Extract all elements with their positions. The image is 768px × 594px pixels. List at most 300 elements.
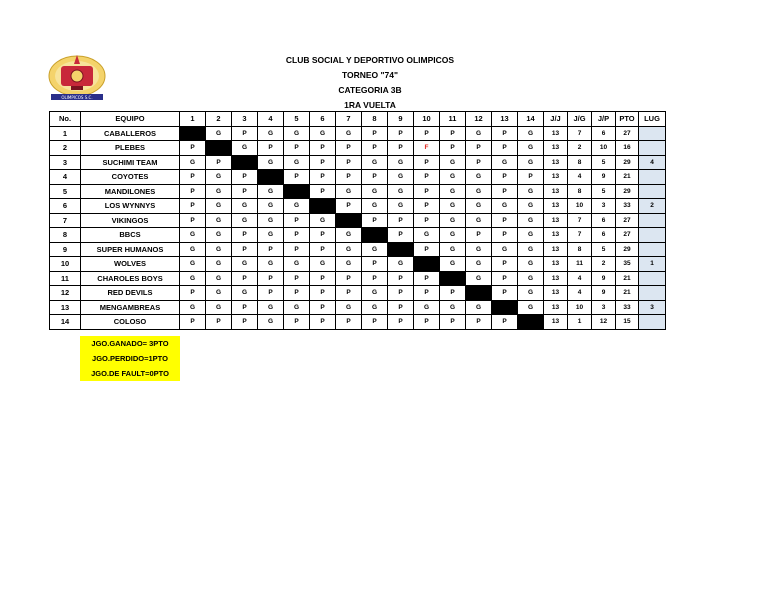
result-cell: P [310, 228, 336, 243]
result-cell: G [466, 170, 492, 185]
result-cell: P [310, 315, 336, 330]
result-cell: G [518, 155, 544, 170]
result-cell: P [388, 286, 414, 301]
legend-default: JGO.DE FAULT=0PTO [91, 369, 169, 378]
games-lost: 3 [592, 199, 616, 214]
result-cell: P [414, 126, 440, 141]
self-match-cell [492, 300, 518, 315]
result-cell: G [492, 242, 518, 257]
result-cell: G [336, 126, 362, 141]
result-cell: G [388, 199, 414, 214]
result-cell: G [206, 257, 232, 272]
result-cell: G [258, 126, 284, 141]
col-jp: J/P [592, 112, 616, 127]
result-cell: P [258, 141, 284, 156]
result-cell: G [440, 228, 466, 243]
result-cell: G [180, 271, 206, 286]
result-cell: G [206, 184, 232, 199]
result-cell: P [414, 170, 440, 185]
games-played: 13 [544, 242, 568, 257]
points: 16 [616, 141, 639, 156]
result-cell: P [232, 170, 258, 185]
col-round-14: 14 [518, 112, 544, 127]
result-cell: P [388, 271, 414, 286]
games-lost: 12 [592, 315, 616, 330]
result-cell: P [362, 126, 388, 141]
result-cell: P [284, 213, 310, 228]
result-cell: P [362, 257, 388, 272]
games-played: 13 [544, 286, 568, 301]
result-cell: P [310, 170, 336, 185]
self-match-cell [518, 315, 544, 330]
table-row [50, 257, 666, 272]
team-number: 14 [50, 315, 81, 330]
legend-lost: JGO.PERDIDO=1PTO [92, 354, 168, 363]
result-cell: G [258, 213, 284, 228]
place [639, 286, 666, 301]
place [639, 141, 666, 156]
table-row [50, 141, 666, 156]
result-cell: G [206, 271, 232, 286]
result-cell: G [518, 126, 544, 141]
team-number: 13 [50, 300, 81, 315]
club-logo [47, 52, 107, 102]
result-cell: P [414, 242, 440, 257]
result-cell: G [232, 199, 258, 214]
result-cell: G [440, 199, 466, 214]
result-cell: P [284, 286, 310, 301]
place [639, 315, 666, 330]
result-cell: P [284, 228, 310, 243]
place: 3 [639, 300, 666, 315]
self-match-cell [466, 286, 492, 301]
result-cell: G [518, 184, 544, 199]
table-row [50, 155, 666, 170]
team-name: CABALLEROS [81, 126, 180, 141]
place [639, 242, 666, 257]
result-cell: G [232, 257, 258, 272]
result-cell: G [440, 300, 466, 315]
result-cell: P [388, 315, 414, 330]
team-name: RED DEVILS [81, 286, 180, 301]
result-cell: P [492, 170, 518, 185]
standings-table [49, 111, 666, 330]
table-row [50, 184, 666, 199]
result-cell: G [466, 126, 492, 141]
col-round-13: 13 [492, 112, 518, 127]
result-cell: P [466, 141, 492, 156]
points: 27 [616, 126, 639, 141]
team-name: WOLVES [81, 257, 180, 272]
result-cell: P [258, 242, 284, 257]
points: 21 [616, 170, 639, 185]
result-cell: P [206, 155, 232, 170]
self-match-cell [232, 155, 258, 170]
category-title: CATEGORIA 3B [338, 85, 402, 95]
result-cell: G [258, 257, 284, 272]
result-cell: P [180, 199, 206, 214]
result-cell: G [258, 184, 284, 199]
result-cell: G [258, 300, 284, 315]
team-name: LOS WYNNYS [81, 199, 180, 214]
result-cell: P [310, 286, 336, 301]
result-cell: P [336, 155, 362, 170]
result-cell: G [180, 300, 206, 315]
games-won: 2 [568, 141, 592, 156]
result-cell: P [440, 286, 466, 301]
result-cell: P [362, 170, 388, 185]
result-cell: P [336, 271, 362, 286]
result-cell: G [440, 257, 466, 272]
games-played: 13 [544, 170, 568, 185]
place [639, 170, 666, 185]
result-cell: P [336, 199, 362, 214]
result-cell: P [336, 315, 362, 330]
self-match-cell [310, 199, 336, 214]
team-name: CHAROLES BOYS [81, 271, 180, 286]
result-cell: P [232, 242, 258, 257]
col-round-12: 12 [466, 112, 492, 127]
table-row [50, 300, 666, 315]
games-lost: 2 [592, 257, 616, 272]
result-cell: G [440, 242, 466, 257]
games-lost: 5 [592, 242, 616, 257]
result-cell: P [492, 228, 518, 243]
result-cell: P [388, 141, 414, 156]
col-round-4: 4 [258, 112, 284, 127]
result-cell: P [232, 228, 258, 243]
result-cell: P [492, 315, 518, 330]
result-cell: G [180, 242, 206, 257]
result-cell: P [414, 271, 440, 286]
games-won: 7 [568, 228, 592, 243]
result-cell: G [206, 126, 232, 141]
standings-body [50, 126, 666, 329]
games-won: 10 [568, 300, 592, 315]
self-match-cell [388, 242, 414, 257]
points: 27 [616, 213, 639, 228]
result-cell: P [440, 126, 466, 141]
result-cell: P [180, 184, 206, 199]
result-cell: G [206, 286, 232, 301]
col-round-11: 11 [440, 112, 466, 127]
result-cell: G [336, 242, 362, 257]
result-cell: G [492, 155, 518, 170]
team-number: 10 [50, 257, 81, 272]
col-round-1: 1 [180, 112, 206, 127]
result-cell: G [232, 213, 258, 228]
result-cell: G [258, 315, 284, 330]
result-cell: G [284, 300, 310, 315]
result-cell: G [518, 271, 544, 286]
col-pto: PTO [616, 112, 639, 127]
games-won: 7 [568, 126, 592, 141]
team-number: 11 [50, 271, 81, 286]
result-cell: P [284, 170, 310, 185]
result-cell: G [518, 141, 544, 156]
result-cell: P [466, 155, 492, 170]
result-cell: G [466, 271, 492, 286]
club-emblem-icon [47, 52, 107, 102]
table-row [50, 126, 666, 141]
result-cell: G [284, 155, 310, 170]
result-cell: P [492, 257, 518, 272]
result-cell: G [180, 155, 206, 170]
result-cell: P [388, 228, 414, 243]
team-number: 5 [50, 184, 81, 199]
place: 4 [639, 155, 666, 170]
tournament-title: TORNEO "74" [341, 70, 399, 80]
team-name: MENGAMBREAS [81, 300, 180, 315]
table-row [50, 228, 666, 243]
club-title: CLUB SOCIAL Y DEPORTIVO OLIMPICOS [285, 55, 455, 65]
result-cell: G [310, 257, 336, 272]
games-lost: 9 [592, 271, 616, 286]
result-cell: G [440, 213, 466, 228]
result-cell: G [466, 184, 492, 199]
result-cell: P [518, 170, 544, 185]
self-match-cell [284, 184, 310, 199]
result-cell: G [206, 170, 232, 185]
games-played: 13 [544, 228, 568, 243]
col-round-9: 9 [388, 112, 414, 127]
games-played: 13 [544, 126, 568, 141]
team-name: VIKINGOS [81, 213, 180, 228]
result-cell: G [440, 184, 466, 199]
col-no: No. [50, 112, 81, 127]
games-played: 13 [544, 213, 568, 228]
result-cell: P [492, 213, 518, 228]
result-cell: G [466, 300, 492, 315]
result-cell: G [518, 286, 544, 301]
games-lost: 6 [592, 228, 616, 243]
place [639, 228, 666, 243]
result-cell: P [310, 155, 336, 170]
result-cell: P [336, 286, 362, 301]
result-cell: P [180, 286, 206, 301]
result-cell: P [414, 213, 440, 228]
result-cell: G [258, 155, 284, 170]
result-cell: P [310, 271, 336, 286]
games-won: 10 [568, 199, 592, 214]
result-cell: G [180, 228, 206, 243]
games-won: 4 [568, 271, 592, 286]
points: 29 [616, 242, 639, 257]
result-cell: P [310, 300, 336, 315]
games-played: 13 [544, 155, 568, 170]
result-cell: G [466, 242, 492, 257]
col-jg: J/G [568, 112, 592, 127]
result-cell: G [414, 228, 440, 243]
result-cell: G [388, 155, 414, 170]
table-row [50, 286, 666, 301]
result-cell: P [232, 184, 258, 199]
self-match-cell [362, 228, 388, 243]
result-cell: G [466, 213, 492, 228]
col-lug: LUG [639, 112, 666, 127]
result-cell: P [232, 126, 258, 141]
self-match-cell [206, 141, 232, 156]
team-name: SUCHIMI TEAM [81, 155, 180, 170]
result-cell: G [388, 170, 414, 185]
games-lost: 9 [592, 170, 616, 185]
col-round-7: 7 [336, 112, 362, 127]
team-name: PLEBES [81, 141, 180, 156]
games-lost: 10 [592, 141, 616, 156]
result-cell: G [206, 300, 232, 315]
result-cell: G [518, 300, 544, 315]
points-legend [80, 336, 180, 381]
result-cell: P [232, 300, 258, 315]
result-cell: G [492, 199, 518, 214]
points: 29 [616, 184, 639, 199]
team-number: 9 [50, 242, 81, 257]
result-cell: G [362, 300, 388, 315]
result-cell: P [414, 199, 440, 214]
games-won: 1 [568, 315, 592, 330]
result-cell: P [414, 155, 440, 170]
result-cell: G [466, 199, 492, 214]
result-cell: P [232, 271, 258, 286]
col-equipo: EQUIPO [81, 112, 180, 127]
result-cell: P [232, 315, 258, 330]
col-round-5: 5 [284, 112, 310, 127]
col-round-6: 6 [310, 112, 336, 127]
result-cell: G [258, 199, 284, 214]
team-number: 8 [50, 228, 81, 243]
result-cell: P [388, 213, 414, 228]
table-row [50, 271, 666, 286]
result-cell: G [336, 257, 362, 272]
games-won: 4 [568, 170, 592, 185]
result-cell: G [206, 242, 232, 257]
points: 15 [616, 315, 639, 330]
result-cell: P [284, 141, 310, 156]
round-title: 1RA VUELTA [344, 100, 396, 110]
games-lost: 6 [592, 126, 616, 141]
table-row [50, 213, 666, 228]
col-jj: J/J [544, 112, 568, 127]
result-cell: G [362, 155, 388, 170]
result-cell: P [414, 184, 440, 199]
result-cell: G [362, 199, 388, 214]
result-cell: P [388, 126, 414, 141]
result-cell: G [362, 242, 388, 257]
points: 35 [616, 257, 639, 272]
result-cell: P [414, 315, 440, 330]
games-lost: 3 [592, 300, 616, 315]
self-match-cell [414, 257, 440, 272]
table-row [50, 242, 666, 257]
result-cell: P [180, 315, 206, 330]
points: 21 [616, 271, 639, 286]
games-played: 13 [544, 184, 568, 199]
col-round-3: 3 [232, 112, 258, 127]
result-cell: P [284, 315, 310, 330]
result-cell: P [336, 141, 362, 156]
result-cell: G [388, 257, 414, 272]
games-won: 4 [568, 286, 592, 301]
games-played: 13 [544, 141, 568, 156]
result-cell: P [310, 184, 336, 199]
result-cell: P [284, 271, 310, 286]
result-cell: P [310, 141, 336, 156]
result-cell: G [362, 184, 388, 199]
result-cell: G [206, 213, 232, 228]
team-name: COYOTES [81, 170, 180, 185]
logo-caption: OLIMPICOS S.C. [61, 95, 93, 100]
col-round-10: 10 [414, 112, 440, 127]
result-cell: G [232, 141, 258, 156]
points: 33 [616, 199, 639, 214]
result-cell: G [284, 257, 310, 272]
team-number: 12 [50, 286, 81, 301]
result-cell: P [206, 315, 232, 330]
team-name: COLOSO [81, 315, 180, 330]
games-played: 13 [544, 300, 568, 315]
result-cell: P [310, 242, 336, 257]
result-cell: G [206, 199, 232, 214]
games-won: 8 [568, 155, 592, 170]
result-cell: P [258, 271, 284, 286]
place [639, 271, 666, 286]
team-number: 1 [50, 126, 81, 141]
result-cell: G [388, 184, 414, 199]
result-cell: G [466, 257, 492, 272]
result-cell: P [362, 213, 388, 228]
result-cell: G [518, 257, 544, 272]
place [639, 184, 666, 199]
result-cell: P [388, 300, 414, 315]
result-cell: P [492, 184, 518, 199]
result-cell: G [284, 199, 310, 214]
result-cell: G [414, 300, 440, 315]
result-cell: P [336, 170, 362, 185]
result-cell: P [362, 315, 388, 330]
result-cell: G [518, 213, 544, 228]
points: 29 [616, 155, 639, 170]
place: 2 [639, 199, 666, 214]
self-match-cell [440, 271, 466, 286]
result-cell: G [518, 242, 544, 257]
table-row [50, 315, 666, 330]
team-number: 4 [50, 170, 81, 185]
result-cell: G [206, 228, 232, 243]
result-cell: P [466, 228, 492, 243]
games-lost: 6 [592, 213, 616, 228]
result-cell: P [362, 271, 388, 286]
result-cell: G [440, 155, 466, 170]
result-cell: P [362, 141, 388, 156]
result-cell: P [466, 315, 492, 330]
result-cell: G [336, 184, 362, 199]
result-cell: P [492, 141, 518, 156]
result-cell: P [258, 286, 284, 301]
games-played: 13 [544, 271, 568, 286]
games-played: 13 [544, 315, 568, 330]
result-cell: G [310, 126, 336, 141]
result-cell: P [284, 242, 310, 257]
points: 21 [616, 286, 639, 301]
games-played: 13 [544, 257, 568, 272]
place [639, 126, 666, 141]
result-cell: G [440, 170, 466, 185]
games-lost: 9 [592, 286, 616, 301]
result-cell: F [414, 141, 440, 156]
team-number: 7 [50, 213, 81, 228]
result-cell: G [284, 126, 310, 141]
team-name: BBCS [81, 228, 180, 243]
